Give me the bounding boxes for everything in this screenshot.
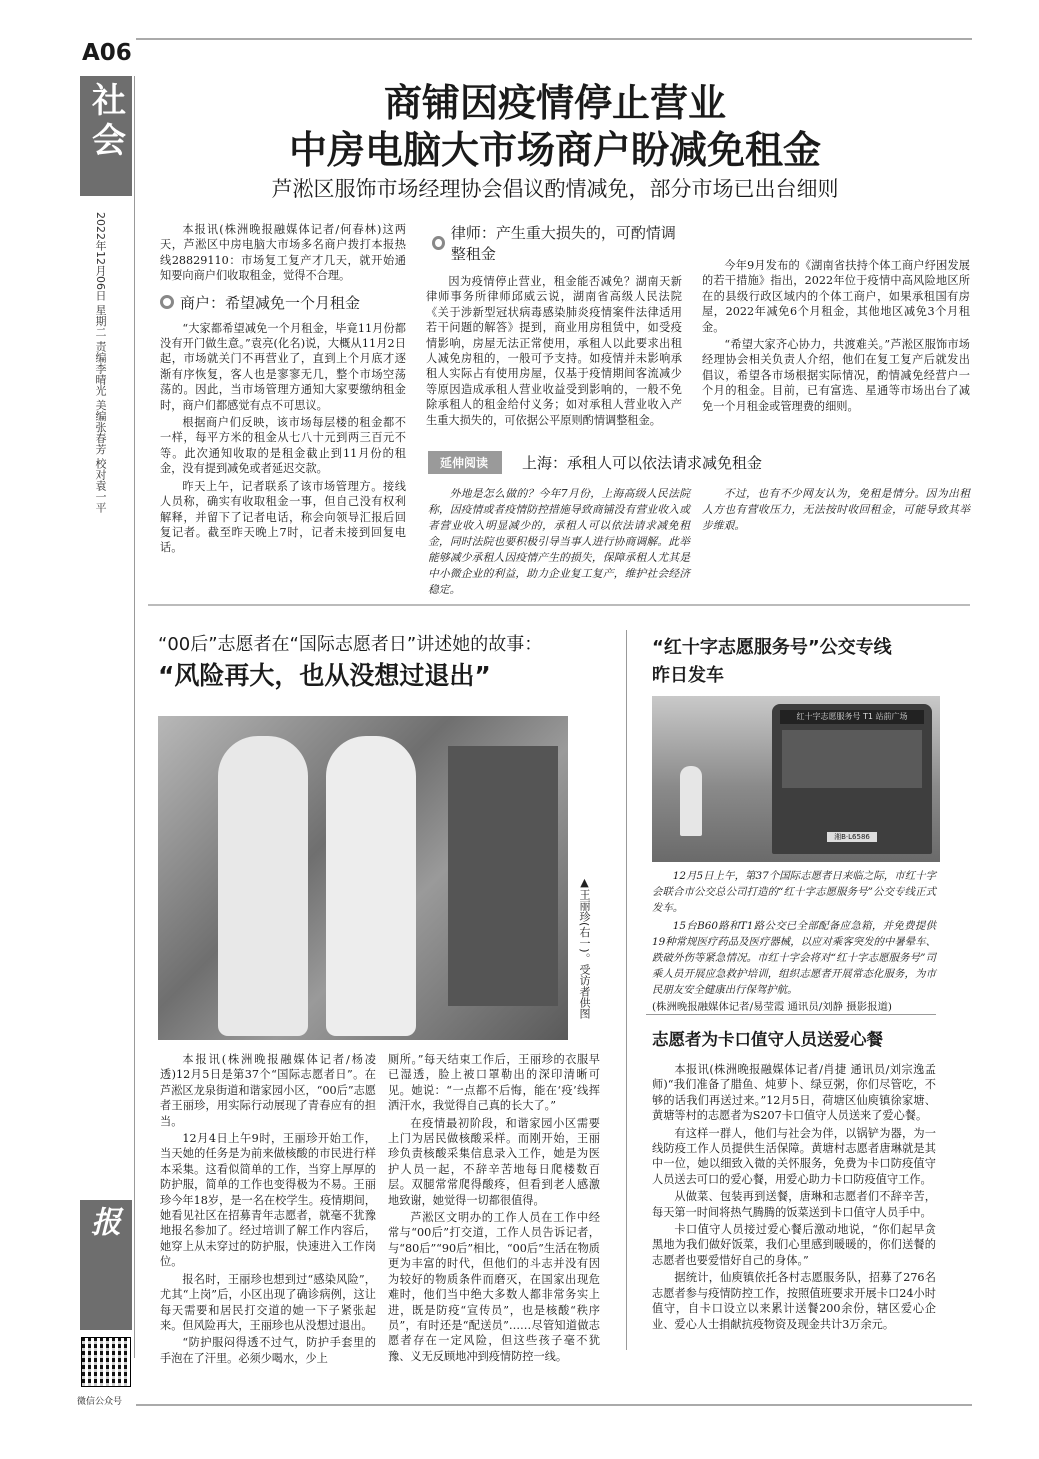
main-col-3 <box>702 258 970 416</box>
volunteer-col-2 <box>388 1052 600 1366</box>
photo-caption: ▲王丽珍(右一)。受访者供图 <box>578 876 591 1019</box>
extension-paragraph: 不过，也有不少网友认为，免租是情分。因为出租人方也有营收压力，无法按时收回租金，可能导致其举步维艰。 <box>702 487 970 532</box>
body-paragraph: 本报讯(株洲晚报融媒体记者/杨凌透)12月5日是第37个“国际志愿者日”。在芦淞区龙泉街道和谐家园小区，“00后”志愿者王丽珍，用实际行动展现了青春应有的担当。 <box>160 1053 376 1128</box>
column-rule <box>626 630 627 1350</box>
body-paragraph: 根据商户们反映，该市场每层楼的租金都不一样，每平方米的租金从七八十元到两三百元不等。此次通知收取的是租金截止到11月份的租金，没有提到减免或者延迟交款。 <box>160 416 406 476</box>
machine <box>448 746 558 1006</box>
extension-title: 上海：承租人可以依法请求减免租金 <box>522 453 763 472</box>
top-rule <box>136 38 972 40</box>
qr-code <box>82 1338 130 1386</box>
lead-paragraph: 本报讯(株洲晚报融媒体记者/何春林)这两天，芦淞区中房电脑大市场多名商户拨打本报热线28829110：市场复工复产才几天，就开始通知要向商户们收取租金，觉得不合理。 <box>160 223 406 283</box>
subhead-merchants <box>160 292 406 313</box>
section-title: 社会 <box>85 82 126 162</box>
figure-left <box>218 736 308 1036</box>
page-number: A06 <box>82 40 132 66</box>
volunteer-kicker: “00后”志愿者在“国际志愿者日”讲述她的故事： <box>158 634 543 655</box>
volunteer-col-1 <box>160 1052 376 1368</box>
main-col-1 <box>160 222 406 558</box>
dateline: 2022年12月06日 星期二 责编李晴光 美编张春芳 校对袁一平 <box>94 212 107 513</box>
bus-body <box>772 704 932 854</box>
body-paragraph: 12月4日上午9时，王丽珍开始工作，当天她的任务是为前来做核酸的市民进行样本采集。这看似简单的工作，当穿上厚厚的防护服，简单的工作也变得极为不易。王丽珍今年18岁，是一名在校学生。疫情期间，她看见社区在招募青年志愿者，就毫不犹豫地报名参加了。经过培训了解工作内容后，她穿上从未穿过的防护服，快速进入工作岗位。 <box>160 1132 376 1269</box>
extension-tag: 延伸阅读 <box>428 451 502 474</box>
body-paragraph: “大家都希望减免一个月租金，毕竟11月份都没有开门做生意。”袁亮(化名)说，大概从11月2日起，市场就关门不再营业了，直到上个月底才逐渐有序恢复，客人也是寥寥无几，整个市场空荡荡的。因此，当市场管理方通知大家要缴纳租金时，商户们都感觉有点不可思议。 <box>160 321 406 412</box>
extension-col-1 <box>428 486 690 598</box>
section-divider <box>148 604 970 606</box>
body-paragraph: 在疫情最初阶段，和谐家园小区需要上门为居民做核酸采样。而刚开始，王丽珍负责核酸采集信息录入工作，她是为医护人员一起，不辞辛苦地每日爬楼数百层。双腿常常爬得酸疼，但看到老人感激地致谢，她觉得一切都很值得。 <box>388 1116 600 1207</box>
bottom-rule <box>136 1404 972 1406</box>
subhead-lawyer-label: 律师：产生重大损失的，可酌情调整租金 <box>450 224 676 263</box>
sidebar-rule <box>134 76 135 1358</box>
extension-paragraph: 外地是怎么做的？今年7月份，上海高级人民法院称，因疫情或者疫情防控措施导致商铺没有营业收入或者营业收入明显减少的，承租人可以依法请求减免租金，同时法院也要积极引导当事人进行协商调解。此举能够减少承租人因疫情产生的损失，保障承租人尤其是中小微企业的利益，助力企业复工复产，维护社会经济稳定。 <box>428 487 690 596</box>
bus-photo <box>652 696 940 862</box>
body-paragraph: 12月5日上午，第37个国际志愿者日来临之际，市红十字会联合市公交总公司打造的“红十字志愿服务号”公交专线正式发车。 <box>652 870 936 914</box>
body-paragraph: 芦淞区文明办的工作人员在工作中经常与“00后”打交道，工作人员告诉记者，与“80后”“90后”相比，“00后”生活在物质更为丰富的时代，但他们的斗志并没有因为较好的物质条件而磨灭，在国家出现危难时，他们当中绝大多数人都非常务实上进，既是防疫“宣传员”，也是核酸“秩序员”，有时还是“配送员”……尽管知道做志愿者存在一定风险，但这些孩子毫不犹豫、义无反顾地冲到疫情防控一线。 <box>388 1211 600 1363</box>
body-paragraph: 厕所。”每天结束工作后，王丽珍的衣服早已湿透，脸上被口罩勒出的深印清晰可见。她说：“一点都不后悔，能在‘疫’线挥洒汗水，我觉得自己真的长大了。” <box>388 1053 600 1113</box>
headline-line1: 商铺因疫情停止营业 <box>383 81 726 125</box>
bus-divider <box>646 1014 936 1015</box>
photo-credit: (株洲晚报融媒体记者/易莹霞 通讯员/刘静 摄影报道) <box>652 1001 892 1013</box>
bus-title-line1: “红十字志愿服务号”公交专线 <box>652 637 892 658</box>
subhead-lawyer <box>432 222 682 264</box>
body-paragraph: 本报讯(株洲晚报融媒体记者/肖捷 通讯员/刘宗逸孟师)“我们准备了腊鱼、炖萝卜、绿豆粥，你们尽管吃，不够的话我们再送过来。”12月5日，荷塘区仙庾镇徐家塘、黄塘等村的志愿者为S207卡口值守人员送来了爱心餐。 <box>652 1063 936 1123</box>
body-paragraph: 因为疫情停止营业，租金能否减免？湖南天新律师事务所律师邱威云说，湖南省高级人民法院《关于涉新型冠状病毒感染肺炎疫情案件法律适用若干问题的解答》提到，商业用房租赁中，如受疫情影响，房屋无法正常使用，承租人以此要求出租人减免房租的，一般可予支持。如疫情并未影响承租人实际占有使用房屋，仅基于疫情期间客流减少等原因造成承租人营业收益受到影响的，一般不免除承租人的租金给付义务；如对承租人营业收入产生重大损失的，可依据公平原则酌情调整租金。 <box>426 275 682 427</box>
subhead-merchants-label: 商户：希望减免一个月租金 <box>180 293 361 312</box>
headline-line2: 中房电脑大市场商户盼减免租金 <box>288 128 821 172</box>
extension-col-2 <box>702 486 970 534</box>
body-paragraph: 卡口值守人员接过爱心餐后激动地说，“你们起早贪黑地为我们做好饭菜，我们心里感到暖暖的，你们送餐的志愿者也要爱惜好自己的身体。” <box>652 1223 936 1267</box>
subhead-bullet-icon <box>432 236 445 250</box>
meal-title: 志愿者为卡口值守人员送爱心餐 <box>652 1030 883 1049</box>
body-paragraph: 据统计，仙庾镇依托各村志愿服务队，招募了276名志愿者参与疫情防控工作，按照值班要求开展卡口24小时值守，自卡口设立以来累计送餐200余份，辖区爱心企业、爱心人士捐献抗疫物资及现金共计3万余元。 <box>652 1271 936 1331</box>
subhead-bullet-icon <box>160 295 174 309</box>
bus-windshield <box>782 730 922 788</box>
volunteer-headline <box>158 632 618 694</box>
body-paragraph: 昨天上午，记者联系了该市场管理方。接线人员称，确实有收取租金一事，但自己没有权利解释，并留下了记者电话，称会向领导汇报后回复记者。截至昨天晚上7时，记者未接到回复电话。 <box>160 479 406 555</box>
body-paragraph: 15台B60路和T1路公交已全部配备应急箱，并免费提供19种常规医疗药品及医疗器械，以应对乘客突发的中暑晕车、跌破外伤等紧急情况。市红十字会将对“红十字志愿服务号”司乘人员开展应急救护培训，组织志愿者开展常态化服务，为市民朋友安全健康出行保驾护航。 <box>652 920 936 996</box>
main-col-2 <box>426 222 682 430</box>
body-paragraph: 报名时，王丽珍也想到过“感染风险”，尤其“上岗”后，小区出现了确诊病例，这让每天需要和居民打交道的她一下子紧张起来。但风险再大，王丽珍也从没想过退出。 <box>160 1272 376 1332</box>
headline-subtitle: 芦淞区服饰市场经理协会倡议酌情减免，部分市场已出台细则 <box>271 177 839 201</box>
bus-plate: 湘B·L6586 <box>827 832 877 842</box>
paper-logo <box>80 1200 164 1330</box>
section-block <box>80 76 132 196</box>
main-headline <box>140 80 970 204</box>
bus-headline <box>652 634 972 690</box>
qr-label: 微信公众号 <box>77 1397 123 1407</box>
body-paragraph: 有这样一群人，他们与社会为伴，以锅铲为器，为一线防疫工作人员提供生活保障。黄塘村志愿者唐琳就是其中一位，她以细致入微的关怀服务，免费为卡口防疫值守人员送去可口的爱心餐，用爱心助力卡口防疫值守工作。 <box>652 1126 936 1186</box>
bus-text <box>652 868 936 1017</box>
body-paragraph: “防护服闷得透不过气，防护手套里的手泡在了汗里。必须少喝水，少上 <box>160 1336 376 1365</box>
volunteer-figure <box>680 766 702 836</box>
body-paragraph: 从做菜、包装再到送餐，唐琳和志愿者们不辞辛苦，每天第一时间将热气腾腾的饭菜送到卡口值守人员手中。 <box>652 1190 936 1219</box>
volunteer-title: “风险再大，也从没想过退出” <box>158 661 491 690</box>
meal-text <box>652 1062 936 1334</box>
body-paragraph: 今年9月发布的《湖南省扶持个体工商户纾困发展的若干措施》指出，2022年位于疫情中高风险地区所在的县级行政区域内的个体工商户，如果承租国有房屋，2022年减免6个月租金，其他地区减免3个月租金。 <box>702 259 970 334</box>
bus-title-line2: 昨日发车 <box>652 665 724 686</box>
paper-logo-text: 株洲晚报 <box>85 1206 164 1302</box>
body-paragraph: “希望大家齐心协力，共渡难关。”芦淞区服饰市场经理协会相关负责人介绍，他们在复工复产后就发出倡议，希望各市场根据实际情况，酌情减免经营户一个月的租金。目前，已有富选、星通等市场出台了减免一个月租金或管理费的细则。 <box>702 338 970 413</box>
bus-sign: 红十字志愿服务号 T1 站前广场 <box>780 710 924 724</box>
figure-right <box>326 736 416 1036</box>
volunteer-photo <box>158 716 568 1040</box>
extension-header <box>428 450 970 474</box>
